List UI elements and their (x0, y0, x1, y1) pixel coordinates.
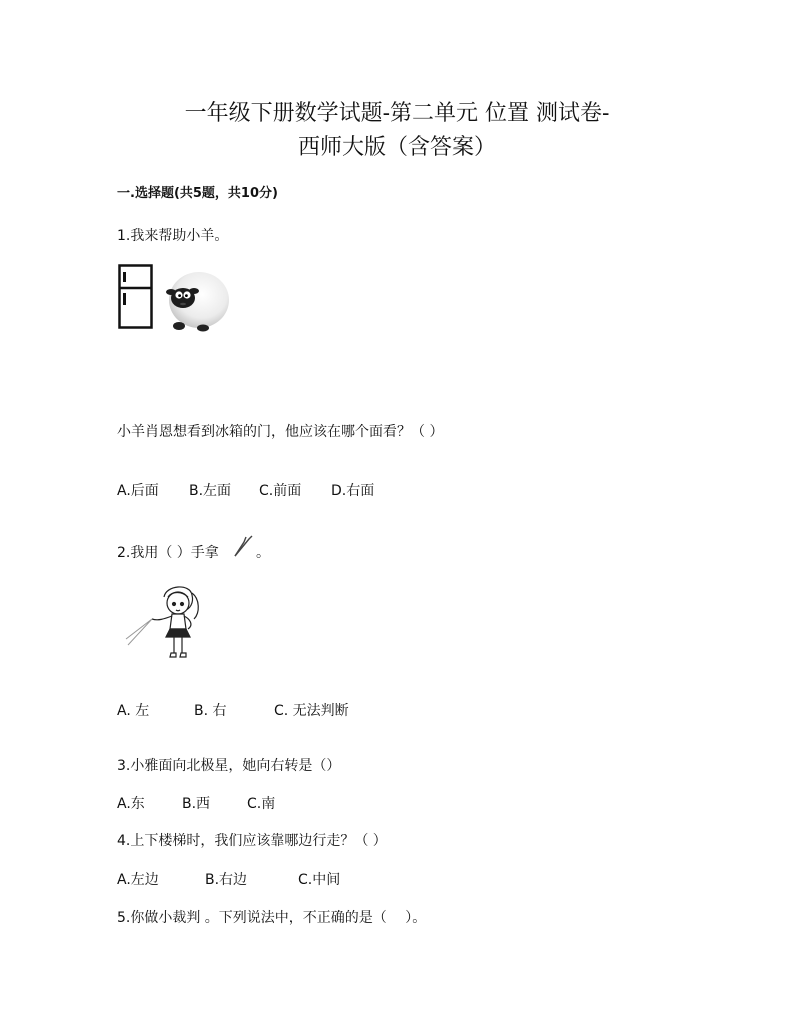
question-3-text: 3.小雅面向北极星，她向右转是（） (117, 758, 341, 774)
section-heading: 一.选择题(共5题，共10分) (117, 186, 278, 201)
page-title-line1: 一年级下册数学试题-第二单元 位置 测试卷- (184, 101, 610, 126)
q2-option-b[interactable]: B. 右 (194, 703, 227, 719)
question-1-subtext: 小羊肖恩想看到冰箱的门，他应该在哪个面看？（ ） (117, 424, 444, 440)
q3-option-a[interactable]: A.东 (117, 796, 145, 812)
q2-option-c[interactable]: C. 无法判断 (274, 703, 349, 719)
question-2-text-end: 。 (256, 545, 270, 561)
girl-with-tweezers-icon (124, 583, 204, 663)
q4-option-a[interactable]: A.左边 (117, 872, 159, 888)
q4-option-b[interactable]: B.右边 (205, 872, 248, 888)
q4-option-c[interactable]: C.中间 (298, 872, 341, 888)
q2-option-a[interactable]: A. 左 (117, 703, 150, 719)
q1-option-b[interactable]: B.左面 (189, 483, 232, 499)
q1-option-c[interactable]: C.前面 (259, 483, 302, 499)
q3-option-c[interactable]: C.南 (247, 796, 276, 812)
tweezers-icon (232, 534, 256, 558)
page-title-line2: 西师大版（含答案） (297, 135, 496, 160)
question-4-text: 4.上下楼梯时，我们应该靠哪边行走？（ ） (117, 833, 387, 849)
q3-option-b[interactable]: B.西 (182, 796, 211, 812)
q1-option-d[interactable]: D.右面 (331, 483, 375, 499)
question-2-text: 2.我用（ ）手拿 (117, 545, 219, 561)
question-5-text: 5.你做小裁判 。下列说法中，不正确的是（ ）。 (117, 910, 427, 926)
fridge-icon (118, 264, 154, 330)
q1-option-a[interactable]: A.后面 (117, 483, 159, 499)
question-1-text: 1.我来帮助小羊。 (117, 228, 229, 244)
sheep-icon (163, 268, 231, 332)
